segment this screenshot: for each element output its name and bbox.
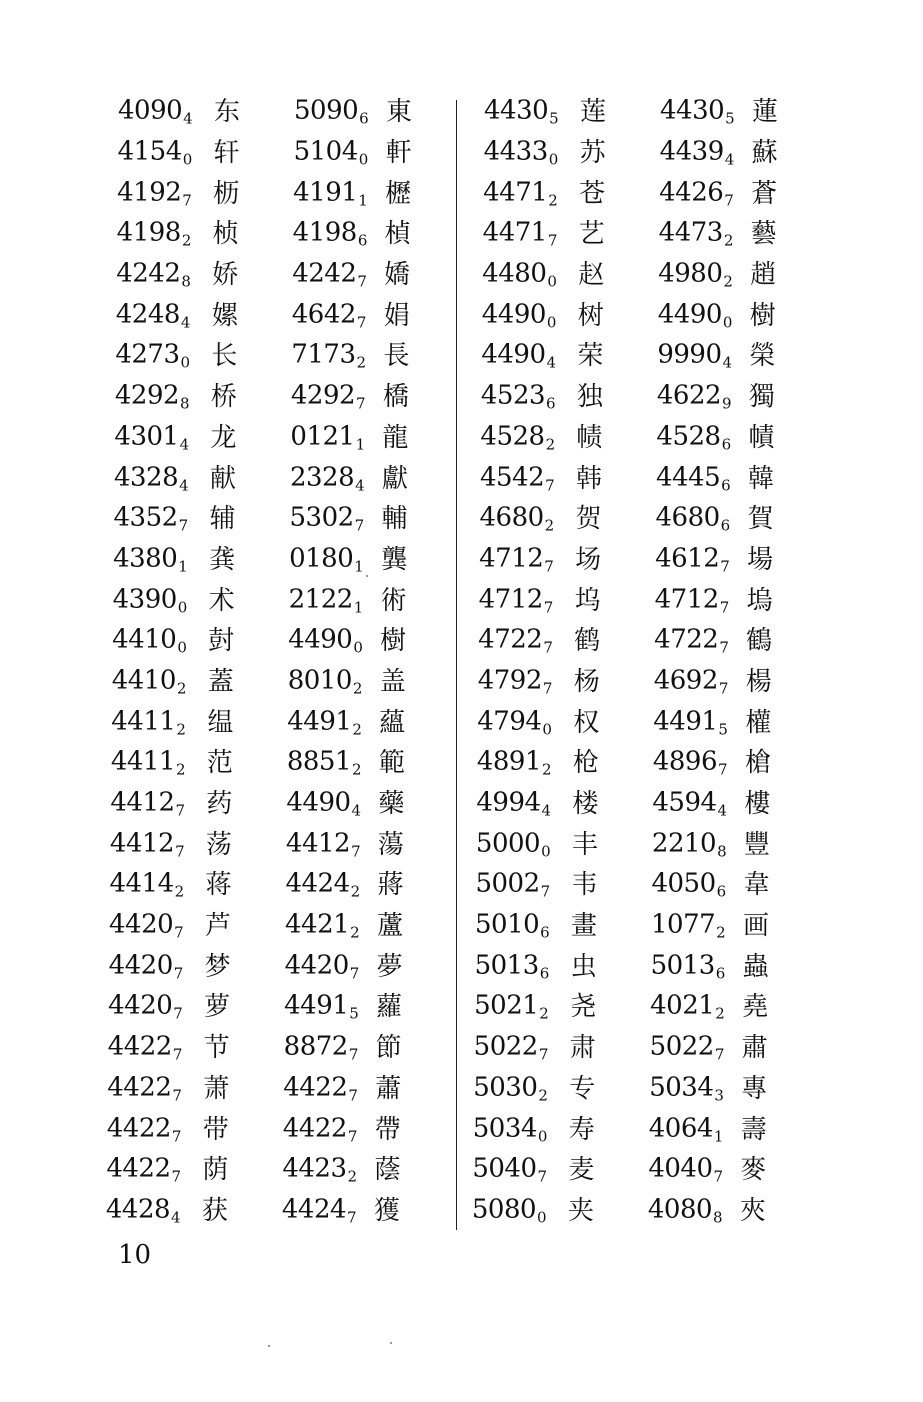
simplified-code: $4471_2$ — [483, 177, 558, 210]
simplified-code: $4328_4$ — [113, 462, 189, 495]
traditional-character: 東 — [386, 97, 413, 128]
entry-row — [472, 1150, 802, 1191]
simplified-character: 荣 — [577, 341, 604, 372]
simplified-character: 肃 — [569, 1033, 596, 1064]
simplified-character: 艺 — [578, 219, 605, 250]
entry-row — [117, 214, 447, 255]
simplified-character: 萝 — [204, 992, 231, 1023]
traditional-character: 嬌 — [384, 260, 411, 291]
simplified-character: 杨 — [573, 666, 600, 697]
traditional-character: 麥 — [740, 1155, 767, 1186]
traditional-code: $4426_7$ — [659, 177, 734, 210]
traditional-code: $5104_0$ — [293, 136, 368, 169]
simplified-code: $4994_4$ — [476, 787, 551, 820]
entry-row — [483, 173, 813, 214]
simplified-code: $4680_2$ — [479, 502, 554, 535]
traditional-character: 獨 — [748, 382, 775, 413]
left-column — [105, 92, 448, 1231]
traditional-code: $2122_1$ — [288, 584, 363, 617]
traditional-character: 楊 — [745, 666, 772, 697]
traditional-code: $4191_1$ — [293, 177, 368, 210]
traditional-code: $5022_7$ — [649, 1031, 724, 1064]
traditional-code: $4430_5$ — [660, 95, 735, 128]
entry-row — [108, 1028, 438, 1069]
scan-speck — [268, 1345, 270, 1347]
simplified-character: 娇 — [212, 260, 239, 291]
traditional-character: 画 — [743, 911, 770, 942]
entry-row — [117, 173, 447, 214]
traditional-code: $4422_7$ — [283, 1072, 358, 1105]
traditional-character: 壽 — [740, 1114, 767, 1145]
traditional-code: $4692_7$ — [653, 665, 728, 698]
entry-row — [478, 662, 808, 703]
traditional-character: 楨 — [384, 219, 411, 250]
traditional-code: $2210_8$ — [651, 828, 727, 861]
simplified-character: 献 — [209, 463, 236, 494]
scan-speck — [390, 1342, 392, 1344]
traditional-code: $4722_7$ — [654, 624, 729, 657]
simplified-character: 龚 — [209, 544, 236, 575]
simplified-code: $5021_2$ — [474, 990, 549, 1023]
traditional-code: $4420_7$ — [284, 950, 359, 983]
simplified-character: 药 — [206, 789, 233, 820]
entry-row — [114, 418, 444, 459]
simplified-character: 虫 — [570, 951, 597, 982]
simplified-code: $4422_7$ — [107, 1031, 182, 1064]
simplified-code: $4523_6$ — [480, 380, 556, 413]
traditional-character: 蓮 — [752, 97, 779, 128]
simplified-code: $4528_2$ — [480, 421, 555, 454]
simplified-code: $5030_2$ — [473, 1072, 548, 1105]
entry-row — [114, 499, 444, 540]
entry-row — [475, 865, 805, 906]
traditional-code: $0180_1$ — [289, 543, 364, 576]
traditional-code: $8872_7$ — [283, 1031, 358, 1064]
simplified-code: $4794_0$ — [477, 706, 552, 739]
simplified-character: 坞 — [574, 585, 601, 616]
traditional-character: 蘊 — [379, 707, 406, 738]
traditional-code: $4712_7$ — [654, 584, 729, 617]
traditional-code: $4622_9$ — [656, 380, 732, 413]
simplified-character: 鹤 — [574, 626, 601, 657]
simplified-code: $4542_7$ — [479, 462, 555, 495]
simplified-code: $4412_7$ — [110, 787, 185, 820]
traditional-character: 韓 — [747, 463, 774, 494]
entry-row — [480, 418, 810, 459]
traditional-character: 樹 — [380, 626, 407, 657]
simplified-character: 专 — [569, 1073, 596, 1104]
entry-row — [115, 336, 445, 377]
traditional-character: 長 — [383, 341, 410, 372]
traditional-code: $4064_1$ — [648, 1113, 723, 1146]
simplified-character: 荫 — [202, 1155, 229, 1186]
traditional-character: 蕩 — [377, 829, 404, 860]
simplified-code: $5034_0$ — [472, 1113, 547, 1146]
traditional-code: $4412_7$ — [285, 828, 361, 861]
entry-row — [477, 702, 807, 743]
traditional-character: 肅 — [741, 1033, 768, 1064]
entry-row — [478, 621, 808, 662]
simplified-code: $5013_6$ — [474, 950, 549, 983]
simplified-code: $4712_7$ — [479, 543, 554, 576]
simplified-character: 韦 — [571, 870, 598, 901]
simplified-code: $5080_0$ — [471, 1194, 547, 1227]
entry-row — [111, 702, 441, 743]
simplified-code: $4471_7$ — [482, 217, 557, 250]
traditional-character: 龔 — [381, 544, 408, 575]
simplified-character: 带 — [202, 1114, 229, 1145]
simplified-code: $4198_2$ — [116, 217, 191, 250]
entry-row — [476, 824, 806, 865]
traditional-character: 賀 — [747, 504, 774, 535]
traditional-character: 藥 — [378, 789, 405, 820]
simplified-code: $4352_7$ — [113, 502, 188, 535]
traditional-character: 槍 — [744, 748, 771, 779]
entry-row — [481, 336, 811, 377]
simplified-character: 龙 — [210, 422, 237, 453]
traditional-code: $4680_6$ — [655, 502, 730, 535]
traditional-code: $8851_2$ — [286, 746, 362, 779]
entry-row — [116, 295, 446, 336]
traditional-code: $4491_5$ — [653, 706, 728, 739]
traditional-code: $4021_2$ — [650, 990, 725, 1023]
entry-row — [475, 906, 805, 947]
entry-row — [477, 743, 807, 784]
simplified-code: $4273_0$ — [115, 339, 190, 372]
simplified-code: $4412_7$ — [109, 828, 185, 861]
entry-row — [107, 1069, 437, 1110]
traditional-code: $2328_4$ — [289, 462, 365, 495]
simplified-character: 萧 — [203, 1073, 230, 1104]
simplified-character: 获 — [201, 1195, 228, 1226]
simplified-character: 贺 — [575, 504, 602, 535]
traditional-code: $7173_2$ — [291, 339, 366, 372]
entry-row — [112, 662, 442, 703]
entry-row — [480, 499, 810, 540]
entry-row — [113, 580, 443, 621]
simplified-code: $4422_7$ — [107, 1072, 182, 1105]
traditional-code: $9990_4$ — [657, 339, 732, 372]
simplified-character: 莲 — [580, 97, 607, 128]
traditional-code: $4040_7$ — [648, 1153, 723, 1186]
traditional-character: 權 — [745, 707, 772, 738]
simplified-character: 范 — [206, 748, 233, 779]
simplified-character: 芦 — [205, 911, 232, 942]
traditional-code: $5302_7$ — [289, 502, 364, 535]
simplified-code: $4411_2$ — [111, 706, 186, 739]
simplified-code: $4422_7$ — [106, 1113, 181, 1146]
simplified-character: 赵 — [578, 260, 605, 291]
traditional-code: $4445_6$ — [655, 462, 731, 495]
simplified-code: $4154_0$ — [117, 136, 192, 169]
simplified-character: 权 — [573, 707, 600, 738]
entry-row — [475, 946, 805, 987]
traditional-character: 樓 — [744, 789, 771, 820]
traditional-character: 蕭 — [375, 1073, 402, 1104]
simplified-character: 轩 — [213, 138, 240, 169]
simplified-code: $5010_6$ — [475, 909, 550, 942]
traditional-character: 夢 — [376, 951, 403, 982]
entry-row — [479, 540, 809, 581]
simplified-code: $4420_7$ — [109, 909, 184, 942]
traditional-character: 塢 — [746, 585, 773, 616]
simplified-code: $5000_0$ — [475, 828, 551, 861]
traditional-code: $4080_8$ — [647, 1194, 723, 1227]
simplified-code: $4422_7$ — [106, 1153, 181, 1186]
simplified-code: $5022_7$ — [473, 1031, 548, 1064]
traditional-code: $4424_2$ — [285, 868, 360, 901]
entry-row — [109, 865, 439, 906]
simplified-code: $4292_8$ — [114, 380, 190, 413]
simplified-character: 长 — [211, 341, 238, 372]
traditional-character: 樹 — [749, 300, 776, 331]
entry-row — [109, 946, 439, 987]
entry-row — [481, 377, 811, 418]
column-divider — [456, 100, 457, 1230]
traditional-code: $4896_7$ — [652, 746, 728, 779]
traditional-code: $4423_2$ — [282, 1153, 357, 1186]
traditional-character: 榮 — [749, 341, 776, 372]
traditional-character: 藝 — [750, 219, 777, 250]
traditional-code: $5013_6$ — [650, 950, 725, 983]
entry-row — [474, 1028, 804, 1069]
entry-row — [109, 906, 439, 947]
traditional-code: $4490_4$ — [286, 787, 361, 820]
traditional-code: $4612_7$ — [655, 543, 730, 576]
right-column — [471, 92, 814, 1231]
traditional-code: $4292_7$ — [290, 380, 366, 413]
simplified-code: $4301_4$ — [114, 421, 189, 454]
traditional-character: 韋 — [743, 870, 770, 901]
traditional-character: 獲 — [373, 1195, 400, 1226]
traditional-code: $4528_6$ — [656, 421, 731, 454]
simplified-character: 东 — [214, 97, 241, 128]
traditional-character: 專 — [741, 1073, 768, 1104]
traditional-character: 蘇 — [751, 138, 778, 169]
simplified-character: 苏 — [579, 138, 606, 169]
simplified-character: 韩 — [575, 463, 602, 494]
traditional-code: $4421_2$ — [285, 909, 360, 942]
traditional-character: 夾 — [739, 1195, 766, 1226]
simplified-character: 梦 — [204, 951, 231, 982]
entry-row — [118, 92, 448, 133]
traditional-code: $8010_2$ — [287, 665, 362, 698]
entry-row — [484, 133, 814, 174]
entry-row — [115, 377, 445, 418]
simplified-character: 蒋 — [205, 870, 232, 901]
entry-row — [110, 824, 440, 865]
entry-row — [482, 255, 812, 296]
simplified-character: 蓋 — [207, 666, 234, 697]
simplified-character: 麦 — [568, 1155, 595, 1186]
entry-row — [483, 214, 813, 255]
traditional-character: 蔭 — [374, 1155, 401, 1186]
traditional-character: 帶 — [374, 1114, 401, 1145]
traditional-character: 蘿 — [376, 992, 403, 1023]
simplified-character: 寿 — [568, 1114, 595, 1145]
simplified-code: $4490_0$ — [481, 299, 556, 332]
simplified-character: 独 — [576, 382, 603, 413]
traditional-code: $4980_2$ — [658, 258, 733, 291]
simplified-character: 辅 — [209, 504, 236, 535]
simplified-character: 帻 — [576, 422, 603, 453]
simplified-code: $4712_7$ — [478, 584, 553, 617]
traditional-character: 趙 — [750, 260, 777, 291]
traditional-character: 蒼 — [751, 178, 778, 209]
entry-row — [480, 458, 810, 499]
traditional-code: $5090_6$ — [294, 95, 369, 128]
simplified-code: $4722_7$ — [478, 624, 553, 657]
traditional-code: $4422_7$ — [282, 1113, 357, 1146]
simplified-code: $4192_7$ — [117, 177, 192, 210]
traditional-character: 節 — [375, 1033, 402, 1064]
traditional-character: 輔 — [381, 504, 408, 535]
simplified-character: 枥 — [213, 178, 240, 209]
traditional-code: $4439_4$ — [659, 136, 734, 169]
simplified-code: $4090_4$ — [118, 95, 193, 128]
entry-row — [108, 987, 438, 1028]
traditional-code: $4242_7$ — [292, 258, 367, 291]
simplified-code: $4380_1$ — [113, 543, 188, 576]
simplified-code: $4433_0$ — [483, 136, 558, 169]
simplified-code: $4242_8$ — [116, 258, 191, 291]
entry-row — [476, 784, 806, 825]
simplified-code: $4792_7$ — [477, 665, 552, 698]
traditional-character: 蘆 — [377, 911, 404, 942]
traditional-character: 龍 — [382, 422, 409, 453]
traditional-code: $4198_6$ — [292, 217, 367, 250]
traditional-code: $4642_7$ — [291, 299, 366, 332]
entry-row — [479, 580, 809, 621]
simplified-character: 尌 — [208, 626, 235, 657]
entry-row — [106, 1150, 436, 1191]
entry-row — [482, 295, 812, 336]
simplified-character: 树 — [577, 300, 604, 331]
simplified-code: $4430_5$ — [484, 95, 559, 128]
simplified-code: $4480_0$ — [482, 258, 557, 291]
simplified-code: $4891_2$ — [476, 746, 552, 779]
traditional-code: $4490_0$ — [657, 299, 732, 332]
traditional-code: $4594_4$ — [652, 787, 727, 820]
traditional-code: $4491_2$ — [287, 706, 362, 739]
traditional-code: $4424_7$ — [281, 1194, 357, 1227]
simplified-character: 尧 — [570, 992, 597, 1023]
entry-row — [106, 1191, 436, 1232]
traditional-character: 術 — [380, 585, 407, 616]
entry-row — [111, 743, 441, 784]
simplified-code: $4248_4$ — [115, 299, 190, 332]
simplified-code: $4410_2$ — [111, 665, 186, 698]
traditional-character: 鶴 — [746, 626, 773, 657]
entry-row — [107, 1109, 437, 1150]
entry-row — [484, 92, 814, 133]
traditional-character: 軒 — [385, 138, 412, 169]
traditional-code: $0121_1$ — [290, 421, 365, 454]
simplified-character: 枪 — [572, 748, 599, 779]
simplified-code: $4414_2$ — [109, 868, 184, 901]
entry-row — [118, 133, 448, 174]
traditional-code: $4490_0$ — [288, 624, 363, 657]
simplified-character: 丰 — [571, 829, 598, 860]
entry-row — [473, 1109, 803, 1150]
entry-row — [474, 987, 804, 1028]
simplified-code: $4410_0$ — [112, 624, 187, 657]
simplified-character: 场 — [575, 544, 602, 575]
traditional-character: 櫪 — [385, 178, 412, 209]
simplified-character: 缊 — [207, 707, 234, 738]
traditional-character: 堯 — [742, 992, 769, 1023]
simplified-character: 节 — [203, 1033, 230, 1064]
traditional-character: 範 — [378, 748, 405, 779]
simplified-character: 楼 — [572, 789, 599, 820]
simplified-character: 苍 — [579, 178, 606, 209]
entry-row — [113, 540, 443, 581]
entry-row — [472, 1191, 802, 1232]
simplified-character: 畫 — [571, 911, 598, 942]
traditional-character: 橋 — [382, 382, 409, 413]
simplified-character: 嫘 — [211, 300, 238, 331]
traditional-code: $5034_3$ — [649, 1072, 724, 1105]
simplified-character: 荡 — [205, 829, 232, 860]
traditional-code: $4050_6$ — [651, 868, 726, 901]
simplified-character: 术 — [208, 585, 235, 616]
simplified-character: 桥 — [210, 382, 237, 413]
page-number: 10 — [118, 1240, 152, 1270]
traditional-code: $1077_2$ — [651, 909, 726, 942]
simplified-code: $4411_2$ — [110, 746, 186, 779]
traditional-character: 蔣 — [377, 870, 404, 901]
simplified-code: $4428_4$ — [105, 1194, 181, 1227]
simplified-code: $5002_7$ — [475, 868, 550, 901]
simplified-character: 桢 — [212, 219, 239, 250]
entry-row — [110, 784, 440, 825]
entry-row — [116, 255, 446, 296]
simplified-character: 夹 — [567, 1195, 594, 1226]
entry-row — [112, 621, 442, 662]
simplified-code: $5040_7$ — [472, 1153, 547, 1186]
simplified-code: $4390_0$ — [112, 584, 187, 617]
scan-speck — [366, 575, 368, 577]
traditional-character: 盖 — [379, 666, 406, 697]
traditional-character: 幘 — [748, 422, 775, 453]
traditional-character: 蟲 — [742, 951, 769, 982]
simplified-code: $4420_7$ — [108, 950, 183, 983]
traditional-character: 娟 — [383, 300, 410, 331]
traditional-code: $4473_2$ — [658, 217, 733, 250]
simplified-code: $4490_4$ — [481, 339, 556, 372]
entry-row — [473, 1069, 803, 1110]
entry-row — [114, 458, 444, 499]
traditional-character: 場 — [747, 544, 774, 575]
traditional-character: 豐 — [743, 829, 770, 860]
simplified-code: $4420_7$ — [108, 990, 183, 1023]
traditional-character: 獻 — [381, 463, 408, 494]
traditional-code: $4491_5$ — [284, 990, 359, 1023]
